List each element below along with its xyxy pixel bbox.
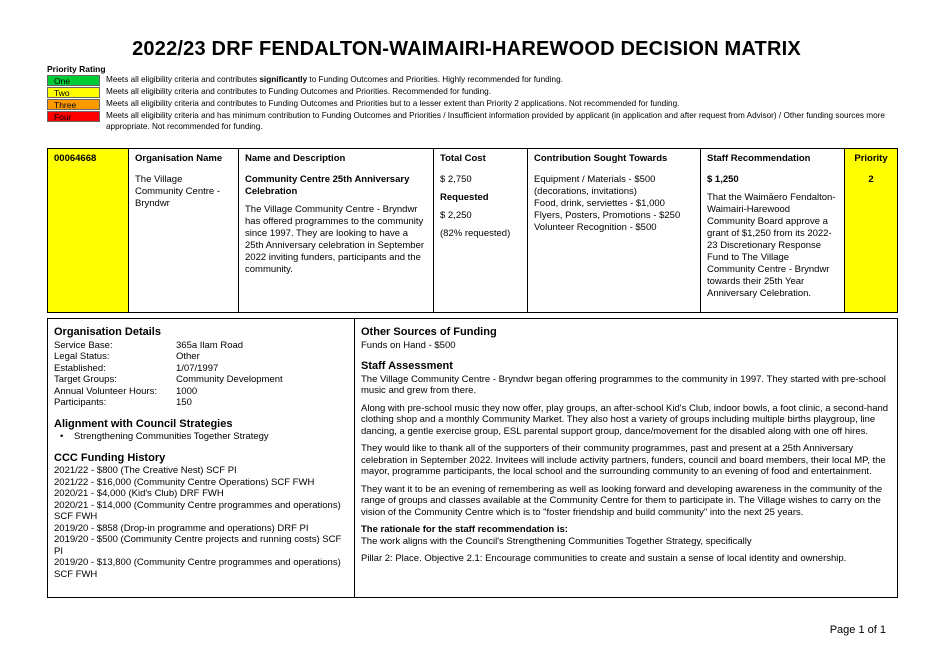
rating-desc-two: Meets all eligibility criteria and contributes to Funding Outcomes and Priorities. Recommended for funding. bbox=[106, 87, 492, 96]
funding-history-item: 2019/20 - $858 (Drop-in programme and operations) DRF PI bbox=[54, 522, 309, 534]
detail-row: Annual Volunteer Hours: 1000 bbox=[54, 385, 198, 397]
staff-assessment-heading: Staff Assessment bbox=[361, 360, 453, 372]
rating-swatch-three: Three bbox=[47, 99, 100, 110]
rationale-item: Pillar 2: Place. Objective 2.1: Encourage communities to create and sustain a sense of local identity and ownership. bbox=[361, 553, 847, 564]
project-description: The Village Community Centre - Bryndwr has offered programmes to the community since 1997. They are looking to have a 25th Anniversary celebration in September 2022 inviting funders, participants and the community. bbox=[245, 204, 425, 275]
rating-desc-three: Meets all eligibility criteria and contributes to Funding Outcomes and Priorities but to a lesser extent than Priority 2 applications. Not recommended for funding. bbox=[106, 99, 680, 108]
staff-recommendation-header: Staff Recommendation bbox=[707, 153, 811, 164]
assessment-paragraph: The Village Community Centre - Bryndwr began offering programmes to the community in 1997. They started with pre-school music and grew from there. bbox=[361, 373, 886, 396]
staff-recommendation-text: That the Waimāero Fendalton-Waimairi-Harewood Community Board approve a grant of $1,250 from its 2022-23 Discretionary Response Fund to The Village Community Centre - Bryndwr towards their 25th Year Anniversary Celebration. bbox=[707, 192, 836, 299]
requested-label: Requested bbox=[440, 192, 489, 203]
funding-history-item: 2019/20 - $13,800 (Community Centre programmes and operations) SCF FWH bbox=[54, 557, 341, 580]
page-number: Page 1 of 1 bbox=[829, 624, 886, 636]
detail-row: Target Groups: Community Development bbox=[54, 374, 283, 385]
rating-desc-four: Meets all eligibility criteria and has minimum contribution to Funding Outcomes and Priorities / Insufficient information provided by applicant (in application and after request from Advisor) / Other funding sources more appropriate. Not recommended for funding. bbox=[106, 111, 885, 131]
bullet-icon: • bbox=[60, 431, 64, 442]
requested-percent: (82% requested) bbox=[440, 228, 511, 239]
contribution-item: Volunteer Recognition - $500 bbox=[534, 222, 657, 233]
contribution-item: Food, drink, serviettes - $1,000 bbox=[534, 198, 665, 209]
funding-history-item: 2020/21 - $14,000 (Community Centre programmes and operations) SCF FWH bbox=[54, 499, 341, 522]
detail-row: Legal Status: Other bbox=[54, 351, 200, 362]
application-id: 00064668 bbox=[54, 153, 97, 164]
priority-rating-legend bbox=[47, 64, 887, 133]
funding-history-item: 2021/22 - $800 (The Creative Nest) SCF PI bbox=[54, 465, 237, 476]
priority-header: Priority bbox=[854, 153, 888, 164]
name-description-header: Name and Description bbox=[245, 153, 346, 164]
contribution-cell bbox=[528, 149, 701, 312]
detail-row: Service Base: 365a Ilam Road bbox=[54, 339, 244, 351]
organisation-name-cell bbox=[129, 149, 239, 312]
staff-recommendation-amount: $ 1,250 bbox=[707, 174, 739, 185]
priority-cell bbox=[845, 149, 897, 312]
rating-row-two bbox=[47, 87, 887, 98]
priority-rating-heading: Priority Rating bbox=[47, 64, 106, 74]
assessment-paragraph: They would like to thank all of the supporters of their community programmes, past and present at a 25th Anniversary celebration in September 2022. Invitees will include activity partners, funders, council and board members, their local MP, the mayor, programme participants, the local school and the surrounding community to an evening of food and entertainment. bbox=[361, 443, 886, 477]
rating-swatch-two: Two bbox=[47, 87, 100, 98]
organisation-name: The Village Community Centre - Bryndwr bbox=[135, 174, 220, 209]
detail-row: Participants: 150 bbox=[54, 397, 192, 408]
rating-swatch-four: Four bbox=[47, 111, 100, 122]
funding-history-item: 2019/20 - $500 (Community Centre projects and running costs) SCF PI bbox=[54, 534, 342, 557]
funding-history-item: 2020/21 - $4,000 (Kid's Club) DRF FWH bbox=[54, 488, 224, 499]
project-name: Community Centre 25th Anniversary Celebration bbox=[245, 174, 410, 197]
assessment-paragraph: They want it to be an evening of remembering as well as looking forward and developing awareness in the community of the range of groups and classes available at the Community Centre for them to participate in. The Village wishes to carry on the vision of the Community Centre which is to "foster friendship and build community" into the next 25 years. bbox=[361, 483, 883, 518]
organisation-name-header: Organisation Name bbox=[135, 153, 223, 164]
application-id-cell bbox=[48, 149, 129, 312]
organisation-details-heading: Organisation Details bbox=[54, 326, 161, 338]
funding-history-item: 2021/22 - $16,000 (Community Centre Operations) SCF FWH bbox=[54, 476, 315, 488]
alignment-item: • Strengthening Communities Together Strategy bbox=[60, 431, 269, 442]
rationale-item: The work aligns with the Council's Strengthening Communities Together Strategy, specifically bbox=[361, 535, 752, 547]
contribution-item: Flyers, Posters, Promotions - $250 bbox=[534, 210, 681, 221]
rating-swatch-one: One bbox=[47, 75, 100, 86]
other-funding-heading: Other Sources of Funding bbox=[361, 326, 497, 338]
page-title: 2022/23 DRF FENDALTON-WAIMAIRI-HAREWOOD DECISION MATRIX bbox=[132, 38, 801, 60]
name-description-cell bbox=[239, 149, 434, 312]
other-funding-text: Funds on Hand - $500 bbox=[361, 339, 456, 351]
total-cost-header: Total Cost bbox=[440, 153, 486, 164]
ccc-funding-heading: CCC Funding History bbox=[54, 451, 166, 464]
contribution-item: Equipment / Materials - $500 (decorations, invitations) bbox=[534, 174, 656, 197]
assessment-paragraph: Along with pre-school music they now offer, play groups, an after-school Kid's Club, indoor bowls, a foot clinic, a second-hand clothing shop and a monthly Community Market. They also host a variety of groups including multiple births playgroup, line dancing, a gentle exercise group, ESL parental support group, dance/movement for the disabled along with one off hires. bbox=[361, 402, 889, 437]
rating-row-three bbox=[47, 99, 887, 110]
total-cost-value: $ 2,750 bbox=[440, 174, 472, 185]
requested-amount: $ 2,250 bbox=[440, 210, 472, 221]
alignment-heading: Alignment with Council Strategies bbox=[54, 417, 233, 430]
total-cost-cell bbox=[434, 149, 528, 312]
staff-recommendation-cell bbox=[701, 149, 845, 312]
rating-row-four bbox=[47, 111, 887, 132]
details-section bbox=[47, 318, 898, 598]
detail-row: Established: 1/07/1997 bbox=[54, 362, 219, 374]
organisation-details-panel bbox=[48, 319, 355, 597]
contribution-header: Contribution Sought Towards bbox=[534, 153, 668, 164]
rating-row-one bbox=[47, 75, 887, 86]
rating-desc-one: Meets all eligibility criteria and contributes significantly to Funding Outcomes and Priorities. Highly recommended for funding. bbox=[106, 75, 563, 84]
rationale-heading: The rationale for the staff recommendation is: bbox=[361, 524, 568, 535]
decision-matrix-row bbox=[47, 148, 898, 313]
assessment-panel bbox=[355, 319, 897, 597]
priority-value: 2 bbox=[868, 174, 874, 185]
